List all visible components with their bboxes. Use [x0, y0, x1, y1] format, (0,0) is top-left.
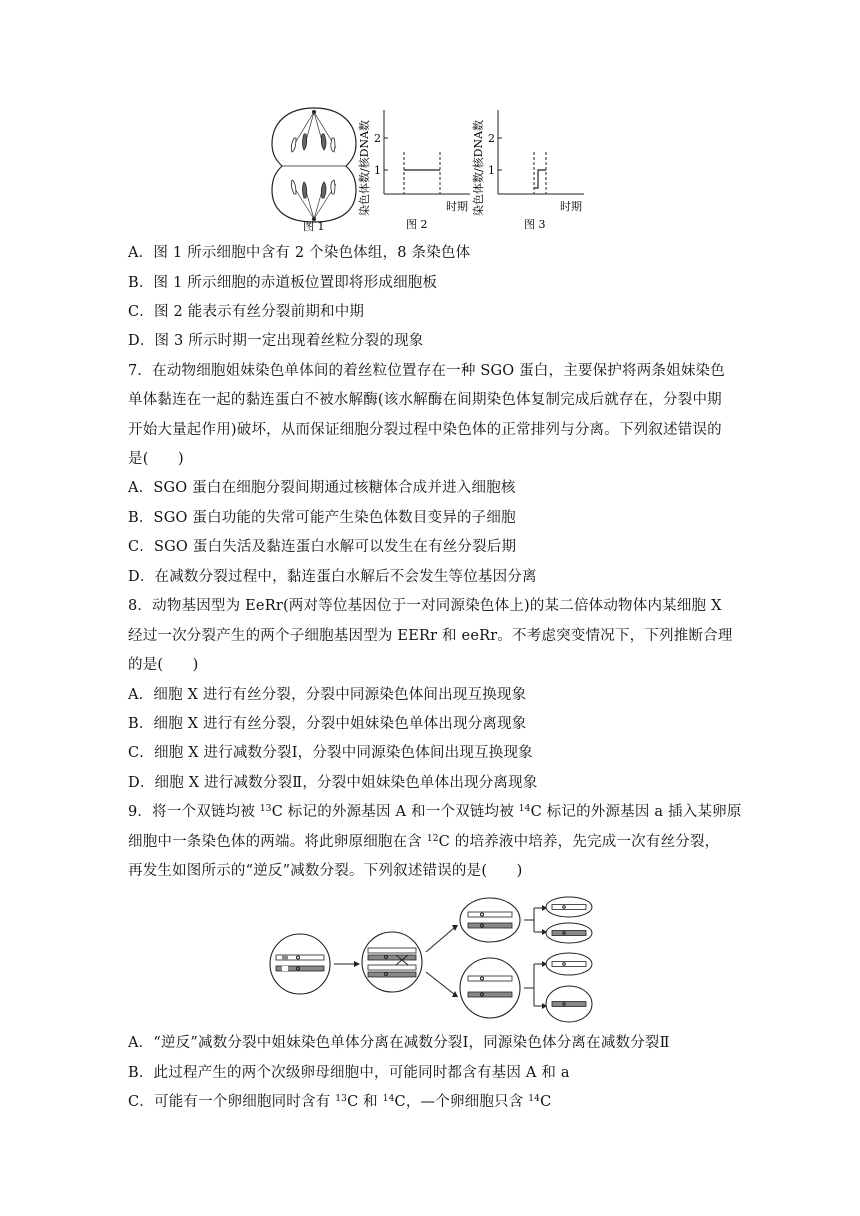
figure-2-chart	[360, 102, 480, 232]
q9-optc-d: C	[540, 1094, 552, 1110]
q9-optc-sup3: 14	[528, 1094, 541, 1104]
q9-stem2-sup: 12	[426, 834, 439, 844]
fig3-data-line	[534, 170, 546, 188]
fig2-ylabel: 染色体数/核DNA数	[358, 119, 371, 217]
q9-stem1-a: 9．将一个双链均被	[128, 804, 260, 820]
q6-option-b: B．图 1 所示细胞的赤道板位置即将形成细胞板	[128, 275, 438, 291]
q9-optc-sup1: 13	[335, 1094, 348, 1104]
q9-option-c	[128, 1092, 551, 1112]
q9-optc-c: C，—个卵细胞只含	[394, 1094, 529, 1110]
q8-option-c: C．细胞 X 进行减数分裂Ⅰ，分裂中同源染色体间出现互换现象	[128, 745, 533, 761]
fig2-caption: 图 2	[406, 218, 428, 231]
q6-option-c: C．图 2 能表示有丝分裂前期和中期	[128, 304, 365, 320]
q8-stem-line-1: 8．动物基因型为 EeRr(两对等位基因位于一对同源染色体上)的某二倍体动物体内某细胞 X	[128, 598, 722, 614]
q9-optc-b: C 和	[347, 1094, 383, 1110]
q9-stem1-b: C 标记的外源基因 A 和一个双链均被	[271, 804, 519, 820]
q8-option-b: B．细胞 X 进行有丝分裂，分裂中姐妹染色单体出现分离现象	[128, 716, 527, 732]
fig2-tick-1: 1	[374, 164, 381, 177]
q7-option-b: B．SGO 蛋白功能的失常可能产生染色体数目变异的子细胞	[128, 510, 516, 526]
q7-option-d: D．在减数分裂过程中，黏连蛋白水解后不会发生等位基因分离	[128, 569, 537, 585]
fig3-caption: 图 3	[524, 218, 546, 231]
q9-stem1-sup1: 13	[259, 804, 272, 814]
q7-option-a: A．SGO 蛋白在细胞分裂间期通过核糖体合成并进入细胞核	[128, 480, 516, 496]
q9-option-a: A．“逆反”减数分裂中姐妹染色单体分离在减数分裂Ⅰ，同源染色体分离在减数分裂Ⅱ	[128, 1035, 670, 1051]
figure-reverse-meiosis-diagram	[268, 894, 596, 1024]
q9-stem2-b: C 的培养液中培养，先完成一次有丝分裂，	[438, 834, 720, 850]
fig3-tick-2: 2	[488, 132, 495, 145]
q9-optc-a: C．可能有一个卵细胞同时含有	[128, 1094, 336, 1110]
q9-stem-line-1	[128, 802, 742, 822]
q8-option-a: A．细胞 X 进行有丝分裂，分裂中同源染色体间出现互换现象	[128, 687, 527, 703]
q9-stem2-a: 细胞中一条染色体的两端。将此卵原细胞在含	[128, 834, 427, 850]
fig2-xlabel: 时期	[446, 200, 468, 213]
fig2-tick-2: 2	[374, 132, 381, 145]
q8-stem-line-3: 的是( )	[128, 657, 199, 673]
q9-stem1-sup2: 14	[518, 804, 531, 814]
fig1-caption: 图 1	[303, 220, 325, 233]
figure-3-chart	[474, 102, 594, 232]
figure-1-cell-diagram	[270, 104, 360, 232]
q9-stem-line-2	[128, 832, 719, 852]
fig3-xlabel: 时期	[560, 200, 582, 213]
q6-option-a: A．图 1 所示细胞中含有 2 个染色体组，8 条染色体	[128, 245, 471, 261]
q7-stem-line-2: 单体黏连在一起的黏连蛋白不被水解酶(该水解酶在间期染色体复制完成后就存在，分裂中期	[128, 392, 722, 408]
q7-option-c: C．SGO 蛋白失活及黏连蛋白水解可以发生在有丝分裂后期	[128, 539, 517, 555]
q9-stem1-c: C 标记的外源基因 a 插入某卵原	[530, 804, 742, 820]
q7-stem-line-1: 7．在动物细胞姐妹染色单体间的着丝粒位置存在一种 SGO 蛋白，主要保护将两条姐妹染色	[128, 363, 725, 379]
q8-option-d: D．细胞 X 进行减数分裂Ⅱ，分裂中姐妹染色单体出现分离现象	[128, 775, 538, 791]
q9-optc-sup2: 14	[382, 1094, 395, 1104]
q9-stem-line-3: 再发生如图所示的“逆反”减数分裂。下列叙述错误的是( )	[128, 863, 523, 879]
fig3-tick-1: 1	[488, 164, 495, 177]
q7-stem-line-4: 是( )	[128, 451, 184, 467]
q9-option-b: B．此过程产生的两个次级卵母细胞中，可能同时都含有基因 A 和 a	[128, 1065, 570, 1081]
q6-option-d: D．图 3 所示时期一定出现着丝粒分裂的现象	[128, 333, 424, 349]
q8-stem-line-2: 经过一次分裂产生的两个子细胞基因型为 EERr 和 eeRr。不考虑突变情况下，下列推断合理	[128, 628, 733, 644]
q7-stem-line-3: 开始大量起作用)破坏，从而保证细胞分裂过程中染色体的正常排列与分离。下列叙述错误的	[128, 422, 722, 438]
fig3-ylabel: 染色体数/核DNA数	[472, 119, 485, 217]
